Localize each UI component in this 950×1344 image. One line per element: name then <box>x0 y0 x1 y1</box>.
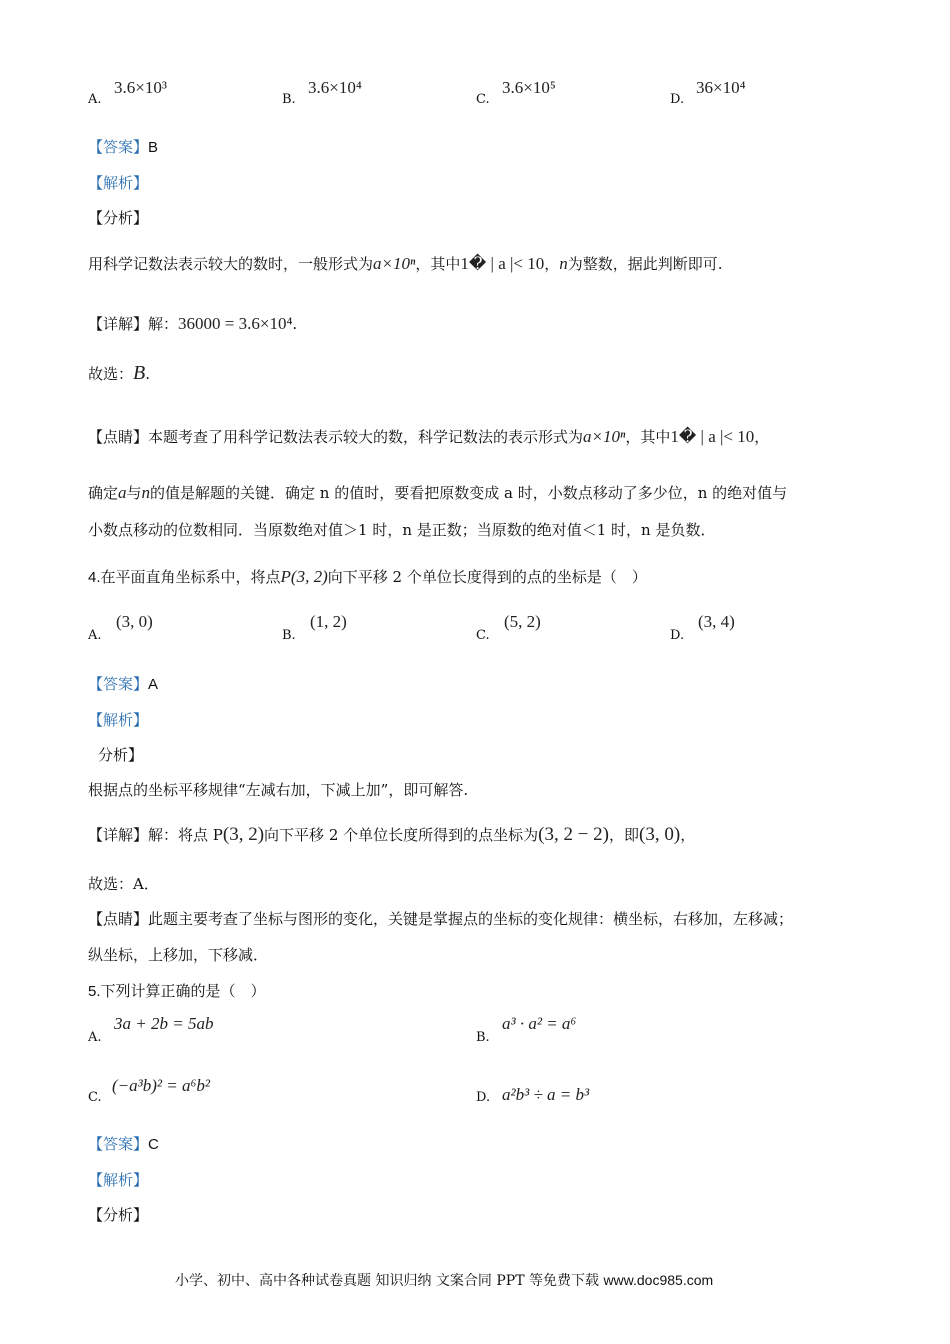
q5-option-a-value: 3a + 2b = 5ab <box>114 1014 214 1033</box>
q4-option-d-label: D. <box>670 628 685 643</box>
q4-option-b-label: B. <box>282 628 296 643</box>
q4-fenxi-tag: 分析】 <box>98 746 144 764</box>
q4-detail-line <box>88 824 695 846</box>
dianjing-tag: 【点睛】 <box>88 428 149 446</box>
text-span: ， <box>754 428 770 446</box>
math-span: P(3, 2) <box>280 567 328 586</box>
q3-option-a-value: 3.6×10³ <box>114 78 167 97</box>
answer-tag: 【答案】 <box>88 1135 149 1153</box>
q5-fenxi-tag: 【分析】 <box>88 1206 149 1224</box>
text-span: 下列计算正确的是（ ） <box>100 982 266 1000</box>
q4-option-d-value: (3, 4) <box>698 612 735 631</box>
text-span: 确定 <box>88 484 119 502</box>
q5-analysis-tag: 【解析】 <box>88 1171 149 1189</box>
text-span: 为整数，据此判断即可. <box>567 255 723 273</box>
text-span: 的值是解题的关键．确定 n 的值时，要看把原数变成 a 时，小数点移动了多少位，n 的绝对值与 <box>150 484 788 502</box>
q5-question <box>88 980 266 1001</box>
q3-option-c-value: 3.6×10⁵ <box>502 78 556 97</box>
text-span: 解：将点 P <box>148 826 223 844</box>
footer-url[interactable]: www.doc985.com <box>603 1272 714 1288</box>
q3-dianjing-line1 <box>88 426 769 447</box>
math-span: B <box>133 362 146 384</box>
q4-answer-line <box>88 673 158 694</box>
q3-option-b-label: B. <box>282 92 296 107</box>
q4-dianjing-line2: 纵坐标，上移加，下移减． <box>88 946 269 964</box>
q3-option-b-value: 3.6×10⁴ <box>308 78 362 97</box>
math-span: a×10ⁿ <box>583 427 626 446</box>
math-span: (3, 0) <box>639 824 681 845</box>
text-span: ，即 <box>609 826 640 844</box>
question-number: 4. <box>88 569 101 586</box>
footer-text: 小学、初中、高中各种试卷真题 知识归纳 文案合同 PPT 等免费下载 <box>175 1273 599 1289</box>
text-span: 向下平移 2 个单位长度所得到的点坐标为 <box>264 826 539 844</box>
q5-answer-line <box>88 1133 159 1154</box>
text-span: 向下平移 2 个单位长度得到的点的坐标是（ ） <box>327 568 647 586</box>
q4-option-b-value: (1, 2) <box>310 612 347 631</box>
q5-option-d-value: a²b³ ÷ a = b³ <box>502 1085 590 1104</box>
q4-choose-line: 故选：A． <box>88 875 159 893</box>
text-span: . <box>145 365 151 383</box>
answer-value: C <box>148 1136 159 1153</box>
text-span: . <box>292 315 298 333</box>
q4-fenxi-text: 根据点的坐标平移规律“左减右加，下减上加”，即可解答. <box>88 781 469 799</box>
text-span: ， <box>680 826 696 844</box>
q4-dianjing-line1 <box>88 908 793 929</box>
detail-tag: 【详解】 <box>88 315 149 333</box>
answer-value: A <box>148 676 159 693</box>
q3-option-d-label: D. <box>670 92 685 107</box>
text-span: ，其中 <box>625 428 671 446</box>
question-number: 5. <box>88 983 101 1000</box>
q5-option-d-label: D. <box>476 1090 491 1105</box>
q3-dianjing-line2 <box>88 482 787 503</box>
q4-option-c-value: (5, 2) <box>504 612 541 631</box>
q3-dianjing-line3: 小数点移动的位数相同．当原数绝对值＞1 时，n 是正数；当原数的绝对值＜1 时，n 是负数． <box>88 521 716 539</box>
math-span: n <box>141 483 151 502</box>
answer-tag: 【答案】 <box>88 138 149 156</box>
math-span: 1� | a |< 10 <box>460 254 545 273</box>
q5-option-a-label: A. <box>88 1030 102 1045</box>
q3-option-c-label: C. <box>476 92 490 107</box>
detail-tag: 【详解】 <box>88 826 149 844</box>
dianjing-tag: 【点睛】 <box>88 910 149 928</box>
text-span: 故选： <box>88 365 134 383</box>
q5-option-c-label: C. <box>88 1090 102 1105</box>
q3-detail-line <box>88 313 297 334</box>
q3-option-a-label: A. <box>88 92 102 107</box>
math-span: a×10ⁿ <box>373 254 416 273</box>
q5-option-b-label: B. <box>476 1030 490 1045</box>
q4-question <box>88 566 647 587</box>
text-span: 此题主要考查了坐标与图形的变化，关键是掌握点的坐标的变化规律：横坐标，右移加，左移减； <box>148 910 794 928</box>
q3-analysis-tag: 【解析】 <box>88 174 149 192</box>
text-span: ， <box>544 255 560 273</box>
q3-choose-line <box>88 362 150 385</box>
math-span: a <box>118 483 127 502</box>
page-footer <box>175 1270 713 1290</box>
q4-option-a-value: (3, 0) <box>116 612 153 631</box>
q3-fenxi-tag: 【分析】 <box>88 209 149 227</box>
text-span: ，其中 <box>415 255 461 273</box>
math-span: 1� | a |< 10 <box>670 427 755 446</box>
q4-analysis-tag: 【解析】 <box>88 711 149 729</box>
q4-option-a-label: A. <box>88 628 102 643</box>
text-span: 用科学记数法表示较大的数时，一般形式为 <box>88 255 374 273</box>
math-span: (3, 2 − 2) <box>538 824 610 845</box>
q5-option-c-value: (−a³b)² = a⁶b² <box>112 1076 210 1095</box>
text-span: 与 <box>126 484 142 502</box>
answer-tag: 【答案】 <box>88 675 149 693</box>
text-span: 在平面直角坐标系中，将点 <box>100 568 281 586</box>
q3-answer-line <box>88 136 158 157</box>
text-span: 本题考查了用科学记数法表示较大的数，科学记数法的表示形式为 <box>148 428 584 446</box>
answer-value: B <box>148 139 159 156</box>
q4-option-c-label: C. <box>476 628 490 643</box>
math-span: n <box>559 254 568 273</box>
math-span: 36000 = 3.6×10⁴ <box>178 314 293 333</box>
q3-fenxi-text <box>88 253 723 274</box>
q3-option-d-value: 36×10⁴ <box>696 78 746 97</box>
text-span: 解： <box>148 315 179 333</box>
q5-option-b-value: a³ · a² = a⁶ <box>502 1014 577 1033</box>
math-span: (3, 2) <box>222 824 265 845</box>
